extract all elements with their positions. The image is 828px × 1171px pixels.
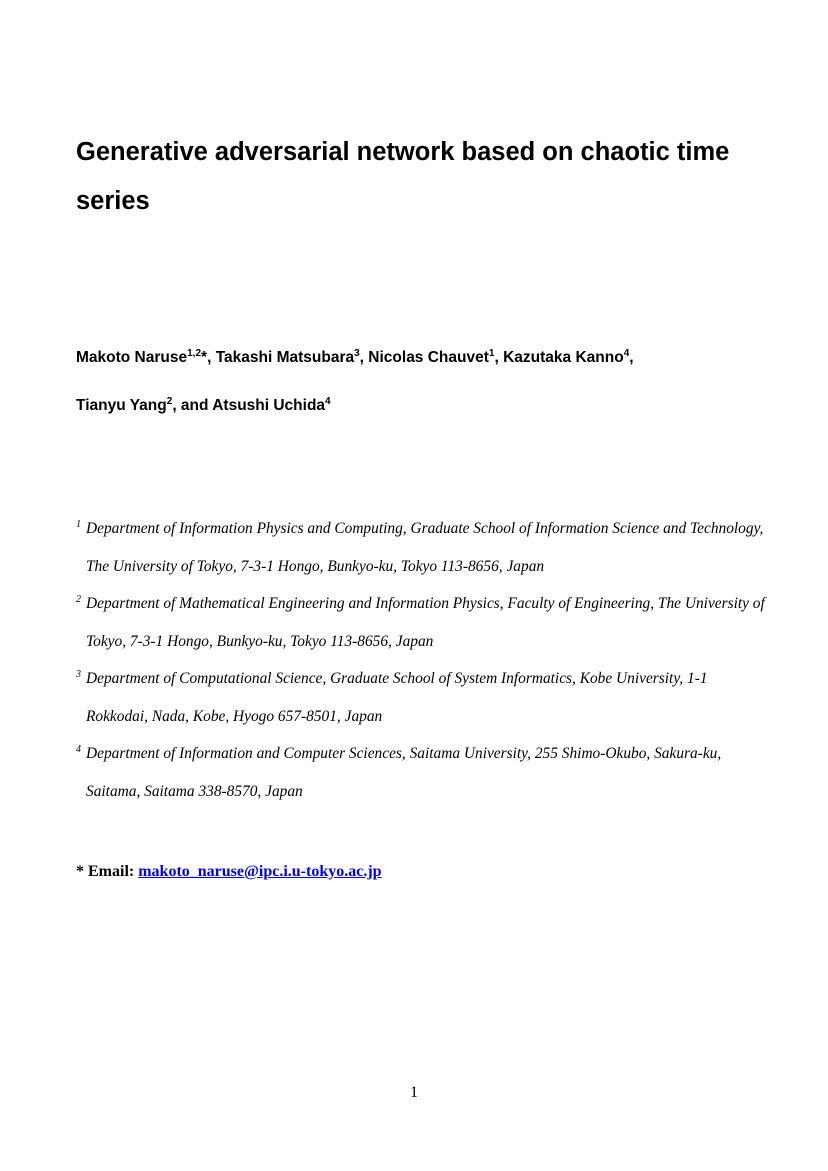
- author-name: Kazutaka Kanno: [503, 349, 624, 366]
- author-name: Nicolas Chauvet: [368, 349, 489, 366]
- email-label: * Email:: [76, 863, 139, 880]
- author-affiliation-marker: 4: [623, 348, 630, 359]
- author-affiliation-marker: 2: [166, 396, 173, 407]
- title-line-1: Generative adversarial network based on chaotic time: [76, 138, 730, 166]
- page-number: 1: [410, 1084, 418, 1101]
- affiliation-text: Department of Information Physics and Computing, Graduate School of Information Science and Technology, The University of Tokyo, 7-3-1 Hongo, Bunkyo-ku, Tokyo 113-8656, Japan: [86, 520, 764, 575]
- author-separator: ,: [494, 349, 504, 366]
- affiliation-item: $^4$ Department of Information and Computer Sciences, Saitama University, 255 Shimo-Okubo, Sakura-ku, Saitama, Saitama 338-8570, Japan: [76, 744, 722, 800]
- title-line-2: series: [76, 187, 150, 215]
- corresponding-author-marker: *: [201, 349, 208, 366]
- email-link[interactable]: makoto_naruse@ipc.i.u-tokyo.ac.jp: [138, 863, 382, 880]
- affiliation-text: Department of Computational Science, Graduate School of System Informatics, Kobe University, 1-1 Rokkodai, Nada, Kobe, Hyogo 657-8501, Japan: [86, 670, 708, 725]
- author-name: Atsushi Uchida: [212, 397, 326, 414]
- author-name: Makoto Naruse: [76, 349, 188, 366]
- paper-title: [76, 128, 766, 226]
- author-separator: ,: [629, 349, 634, 366]
- affiliation-item: $^2$ Department of Mathematical Engineering and Information Physics, Faculty of Engineering, The University of Tokyo, 7-3-1 Hongo, Bunkyo-ku, Tokyo 113-8656, Japan: [76, 594, 765, 650]
- author-separator: ,: [207, 349, 216, 366]
- author-affiliation-marker: 4: [325, 396, 331, 407]
- affiliation-item: $^3$ Department of Computational Science, Graduate School of System Informatics, Kobe University, 1-1 Rokkodai, Nada, Kobe, Hyogo 657-8501, Japan: [76, 669, 708, 725]
- author-affiliation-marker: 3: [354, 348, 360, 359]
- author-separator: ,: [359, 349, 369, 366]
- author-affiliation-marker: 1,2: [187, 348, 202, 359]
- affiliation-item: $^1$ Department of Information Physics and Computing, Graduate School of Information Science and Technology, The University of Tokyo, 7-3-1 Hongo, Bunkyo-ku, Tokyo 113-8656, Japan: [76, 519, 764, 575]
- author-list: [76, 334, 776, 430]
- affiliation-text: Department of Information and Computer Sciences, Saitama University, 255 Shimo-Okubo, Sakura-ku, Saitama, Saitama 338-8570, Japan: [86, 745, 722, 800]
- affiliation-text: Department of Mathematical Engineering and Information Physics, Faculty of Engineering, The University of Tokyo, 7-3-1 Hongo, Bunkyo-ku, Tokyo 113-8656, Japan: [86, 595, 765, 650]
- affiliation-list: [76, 510, 766, 810]
- author-name: Takashi Matsubara: [215, 349, 355, 366]
- author-name: Tianyu Yang: [76, 397, 167, 414]
- author-affiliation-marker: 1: [488, 348, 495, 359]
- author-separator: , and: [172, 397, 213, 414]
- contact-email: [76, 860, 382, 884]
